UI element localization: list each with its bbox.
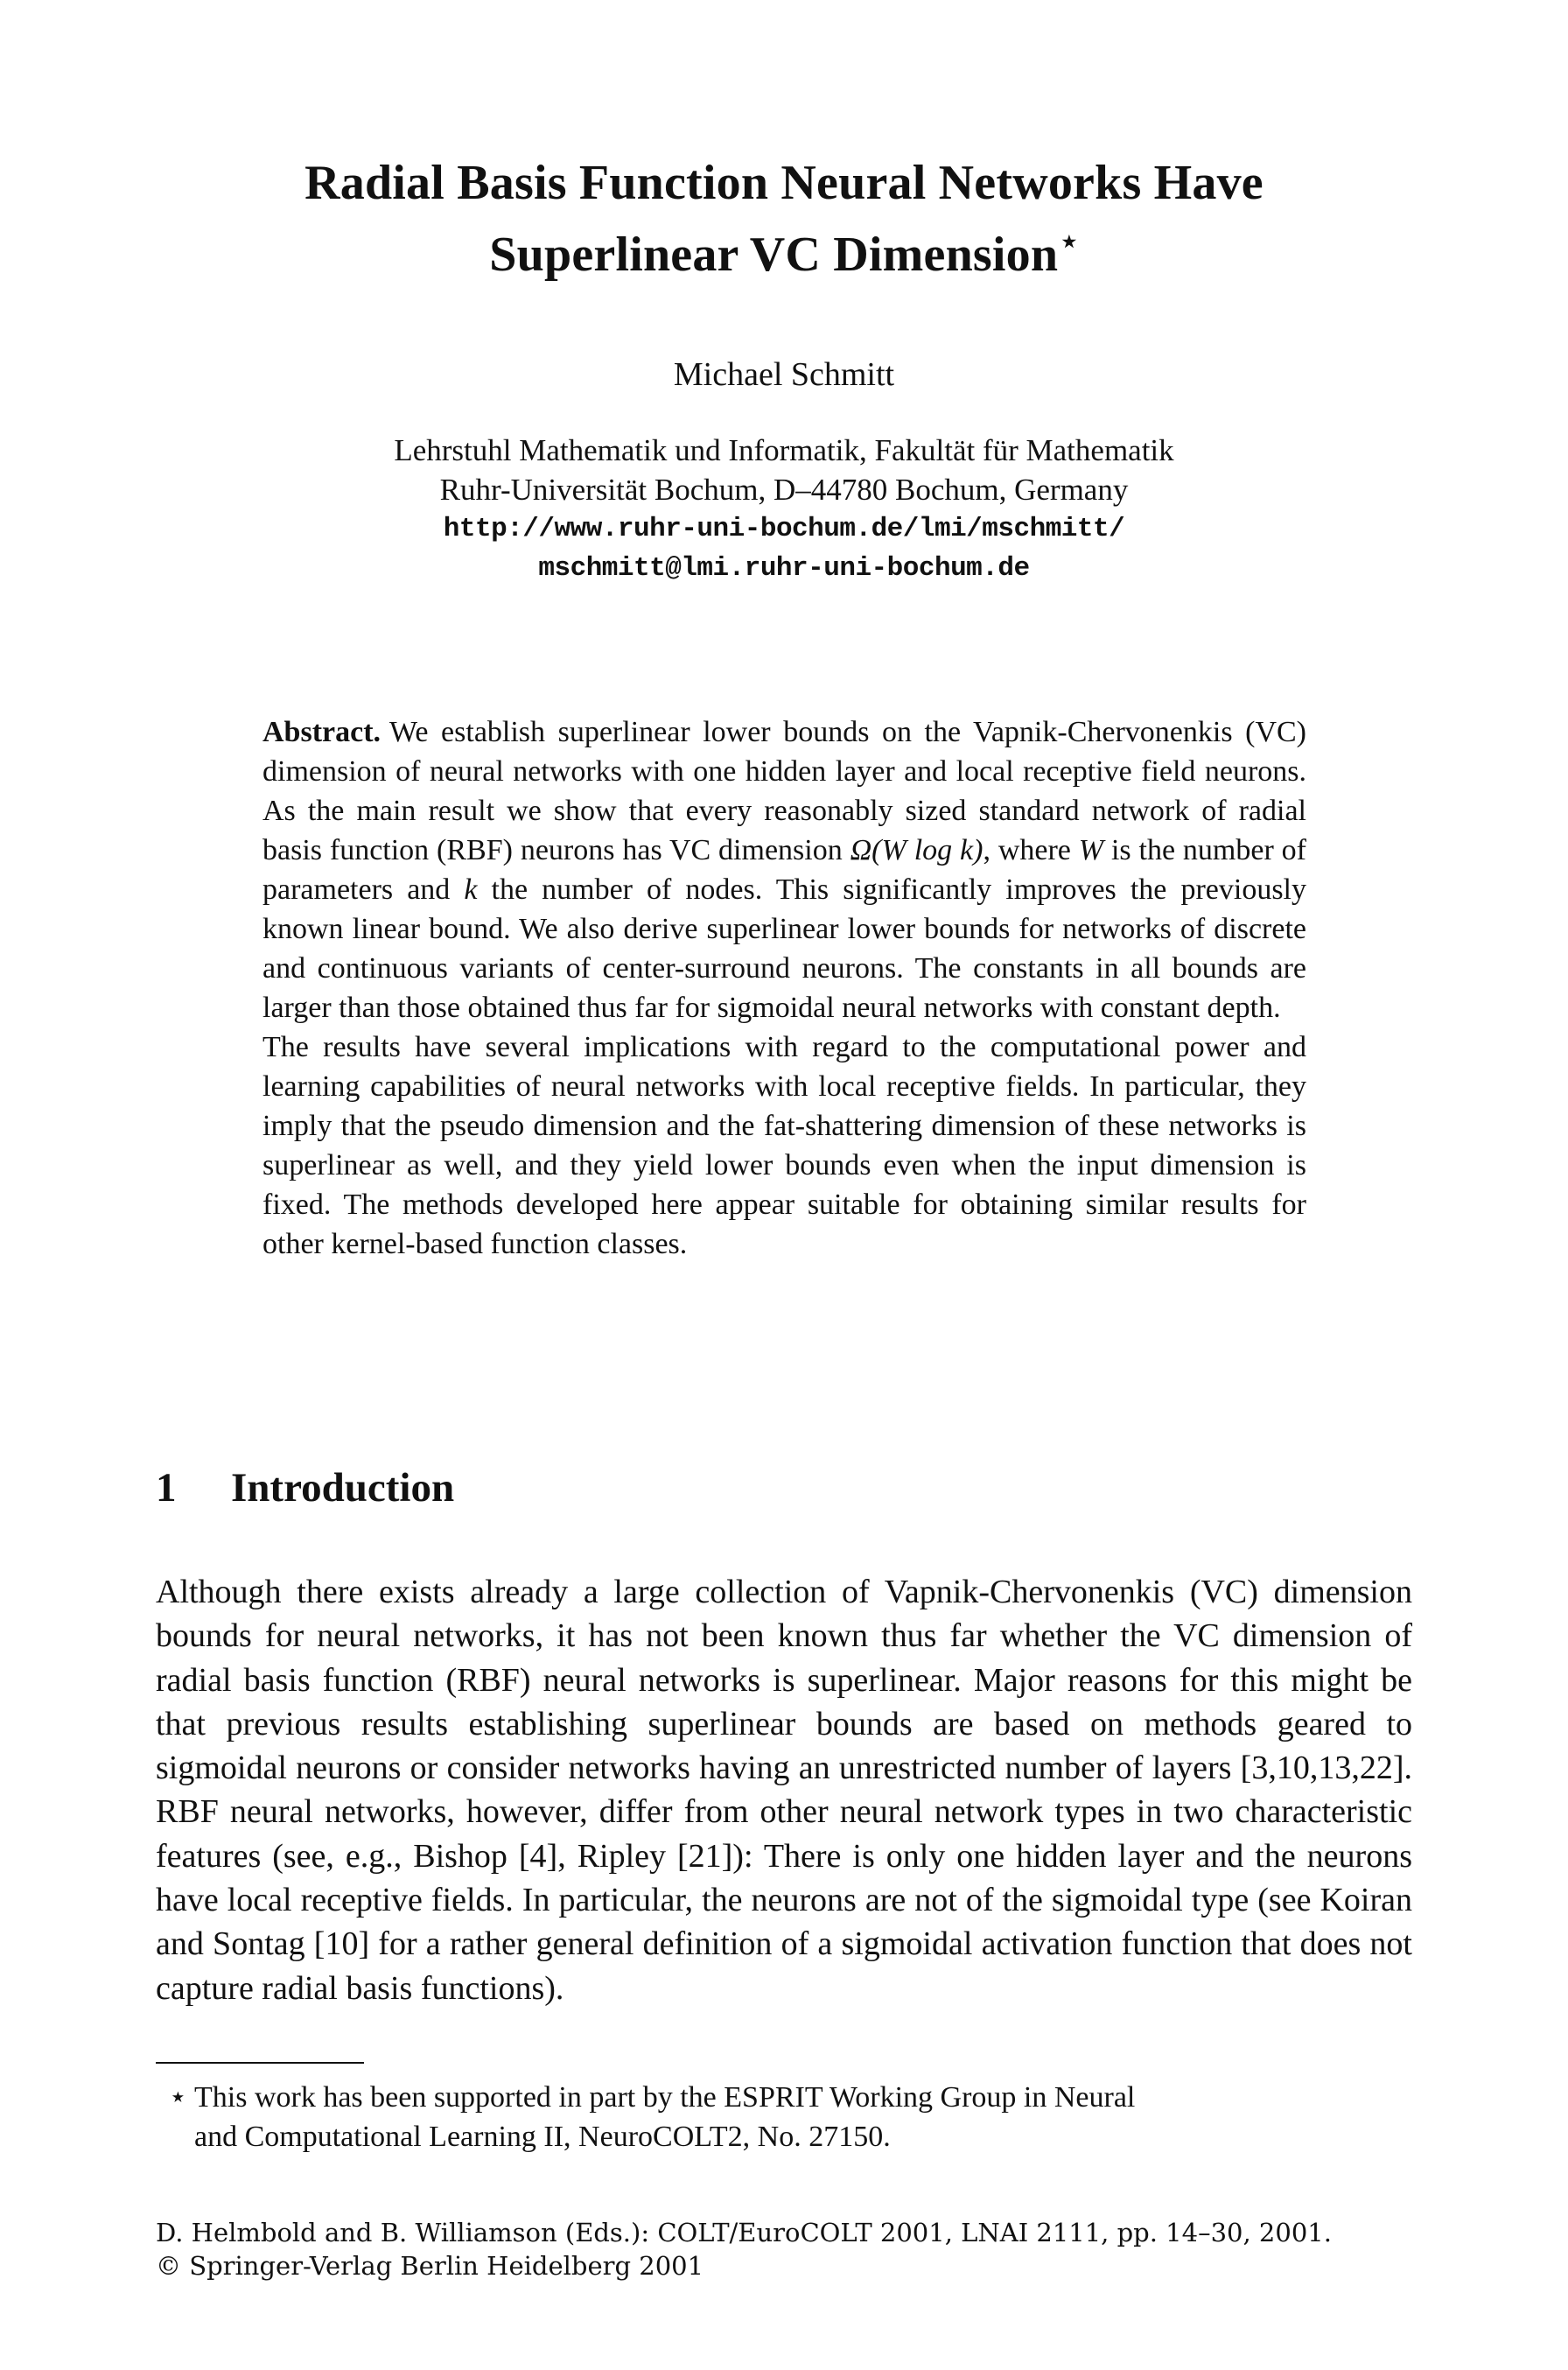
publication-info [156, 2216, 1412, 2282]
abstract-math-omega: Ω(W log k) [850, 834, 984, 866]
author-email[interactable]: mschmitt@lmi.ruhr-uni-bochum.de [538, 553, 1030, 584]
abstract-paragraph-1 [262, 712, 1306, 1027]
introduction-body [156, 1570, 1412, 2010]
author-name: Michael Schmitt [673, 356, 895, 393]
abstract-paragraph-2: The results have several implications with regard to the computational power and learning capabilities of neural networks with local receptive fields. In particular, they imply that the pseudo dimension and the fat-shattering dimension of these networks is superlinear as well, and they yield lower bounds even when the input dimension is fixed. The methods developed here appear suitable for obtaining similar results for other kernel-based function classes. [262, 1031, 1306, 1260]
affiliation-block [158, 431, 1410, 588]
footnote-line-1 [156, 2078, 1412, 2117]
affiliation-line-2: Ruhr-Universität Bochum, D–44780 Bochum, Germany [439, 473, 1129, 507]
footnote-line-2: and Computational Learning II, NeuroCOLT2, No. 27150. [194, 2121, 891, 2153]
author-url[interactable]: http://www.ruhr-uni-bochum.de/lmi/mschmitt/ [443, 514, 1125, 544]
abstract-p1-b: , where [983, 834, 1079, 866]
abstract-label: Abstract. [262, 716, 382, 748]
title-line-2 [158, 219, 1410, 291]
title-line-2-text: Superlinear VC Dimension [489, 228, 1059, 282]
paper-title [158, 147, 1410, 291]
section-title: Introduction [231, 1465, 455, 1511]
abstract-math-k: k [464, 873, 478, 906]
section-heading [156, 1462, 454, 1514]
footnote-rule [156, 2062, 364, 2064]
publication-line-2: © Springer-Verlag Berlin Heidelberg 2001 [156, 2251, 704, 2281]
section-number: 1 [156, 1465, 177, 1511]
introduction-paragraph: Although there exists already a large collection of Vapnik-Chervonenkis (VC) dimension bounds for neural networks, it has not been known thus far whether the VC dimension of radial basis function (RBF) neural networks is superlinear. Major reasons for this might be that previous results establishing superlinear bounds are based on methods geared to sigmoidal neurons or consider networks having an unrestricted number of layers [3,10,13,22]. RBF neural networks, however, differ from other neural network types in two characteristic features (see, e.g., Bishop [4], Ripley [21]): There is only one hidden layer and the neurons have local receptive fields. In particular, the neurons are not of the sigmoidal type (see Koiran and Sontag [10] for a rather general definition of a sigmoidal activation function that does not capture radial basis functions). [156, 1574, 1412, 2007]
abstract-math-w: W [1078, 834, 1104, 866]
title-footnote-mark: ⋆ [1060, 226, 1079, 258]
footnote [156, 2078, 1412, 2156]
abstract-p1-c: is the number of parameters and [262, 834, 1306, 906]
footnote-text-1: This work has been supported in part by the ESPRIT Working Group in Neural [194, 2081, 1136, 2114]
abstract [262, 712, 1306, 1264]
publication-line-1: D. Helmbold and B. Williamson (Eds.): COLT/EuroCOLT 2001, LNAI 2111, pp. 14–30, 2001. [156, 2218, 1332, 2247]
abstract-p1-a: We establish superlinear lower bounds on the Vapnik-Chervonenkis (VC) dimension of neural networks with one hidden layer and local receptive field neurons. As the main result we show that every reasonably sized standard network of radial basis function (RBF) neurons has VC dimension [262, 716, 1306, 866]
abstract-p1-d: the number of nodes. This significantly improves the previously known linear bound. We also derive superlinear lower bounds for networks of discrete and continuous variants of center-surround neurons. The constants in all bounds are larger than those obtained thus far for sigmoidal neural networks with constant depth. [262, 873, 1306, 1024]
affiliation-line-1: Lehrstuhl Mathematik und Informatik, Fakultät für Mathematik [394, 433, 1174, 467]
footnote-mark: ⋆ [168, 2081, 187, 2114]
title-line-1: Radial Basis Function Neural Networks Have [304, 156, 1264, 210]
